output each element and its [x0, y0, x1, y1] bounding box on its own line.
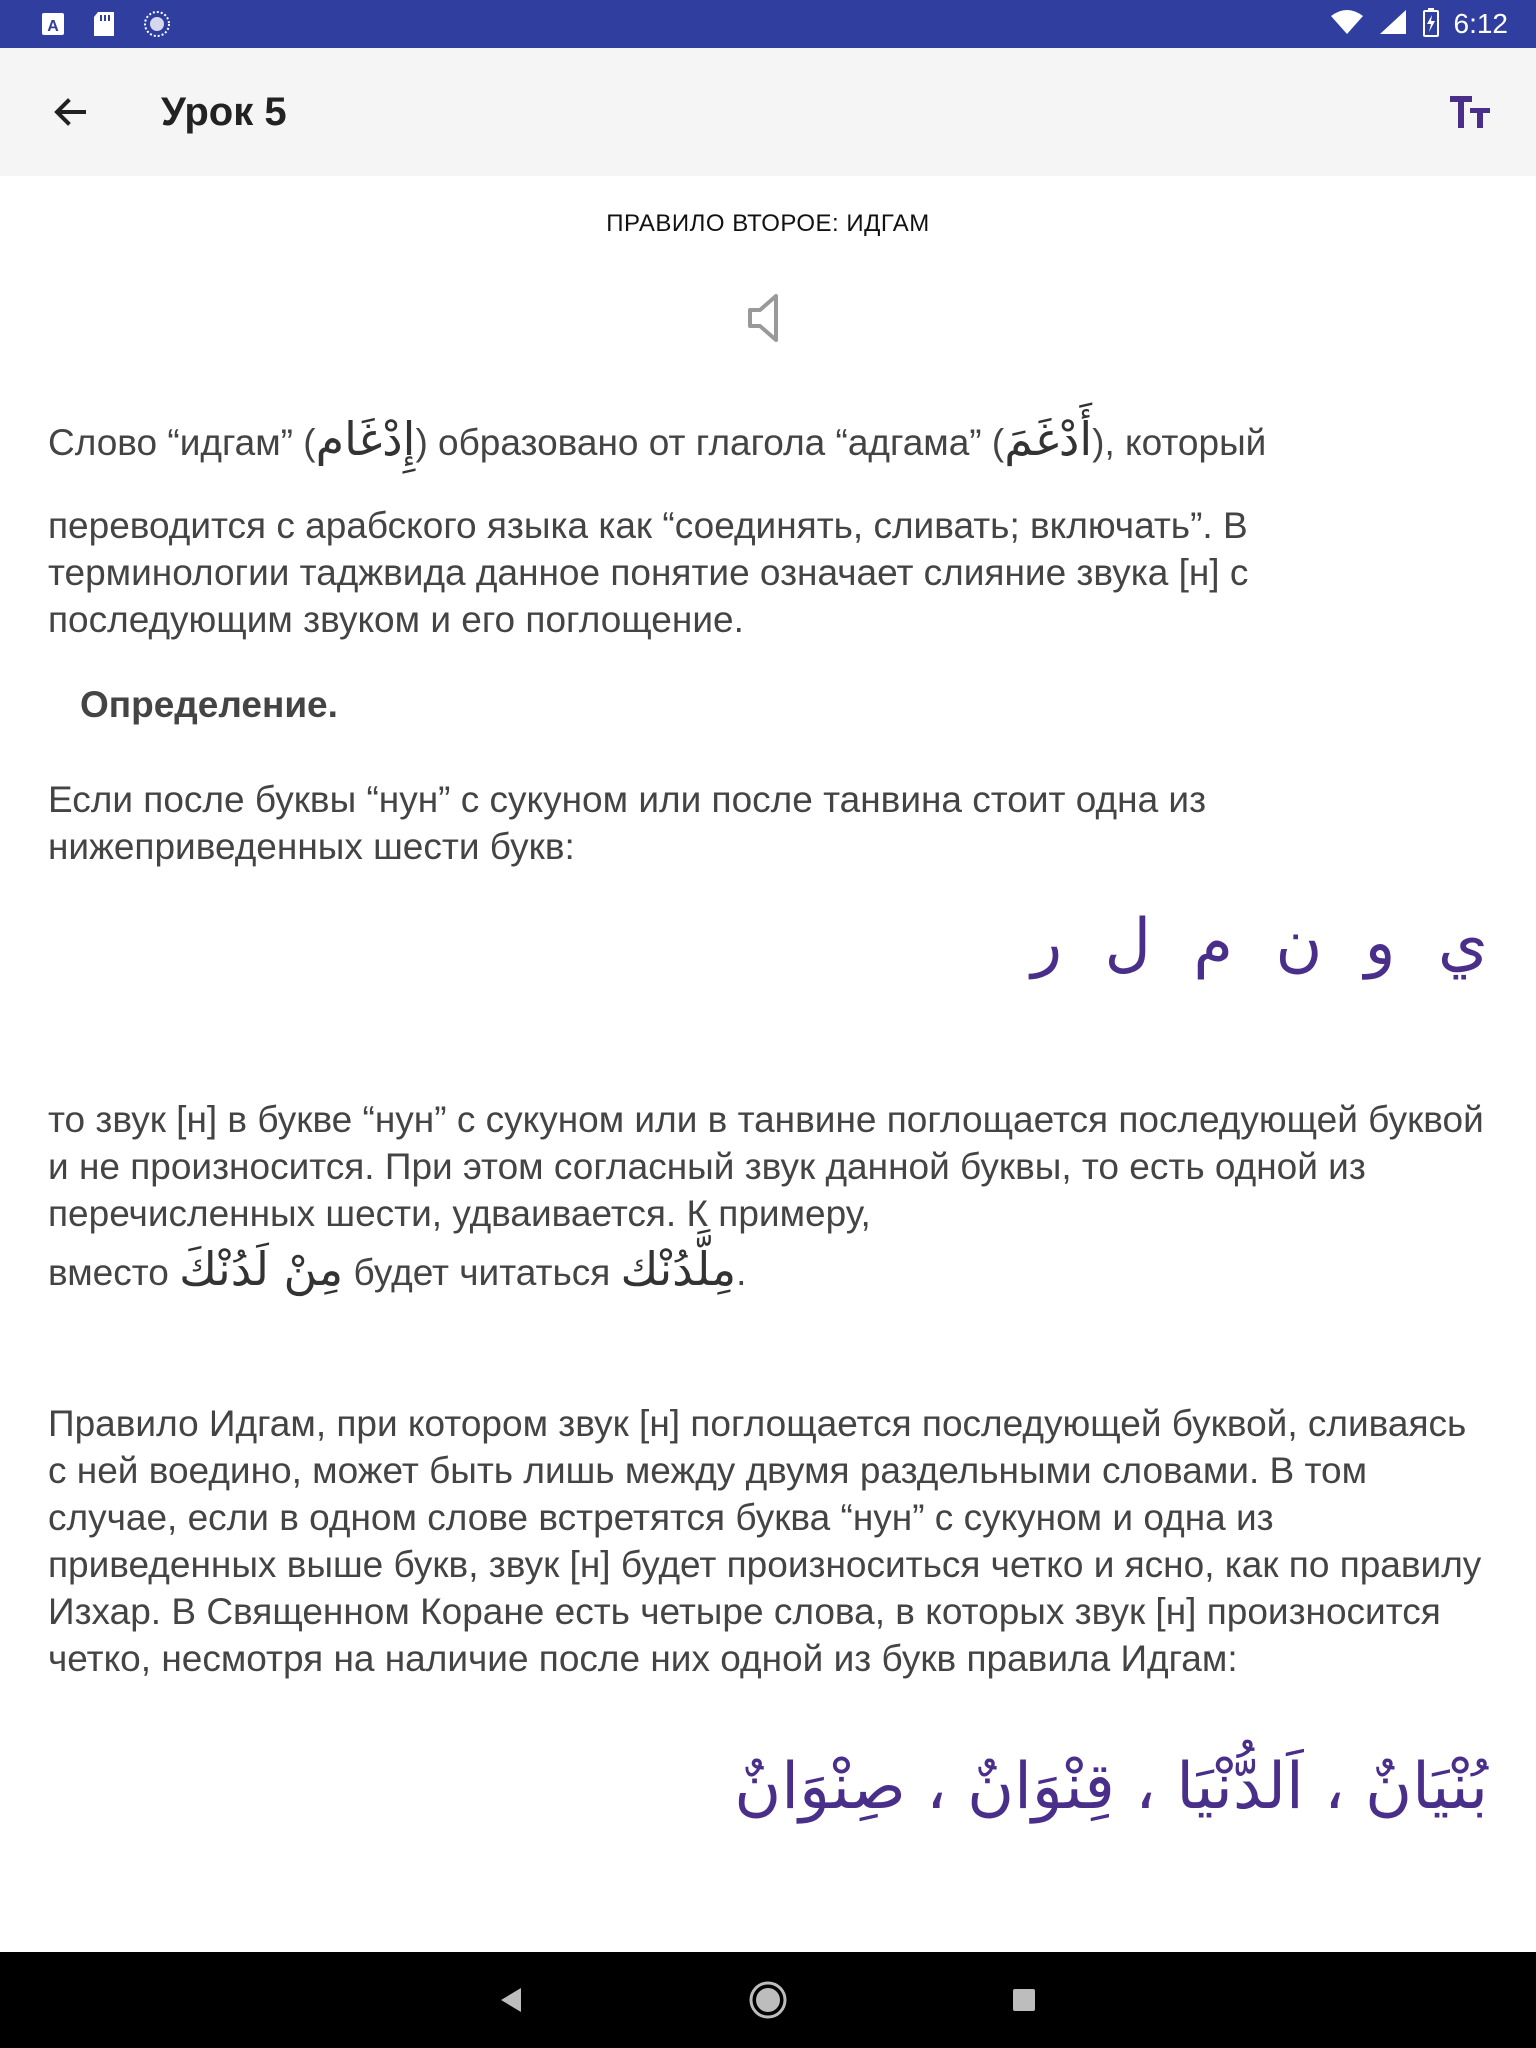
wifi-icon — [1330, 8, 1364, 41]
sync-icon — [142, 9, 172, 44]
app-bar — [0, 48, 1536, 176]
status-right-icons — [1330, 6, 1509, 42]
a-icon — [40, 11, 66, 42]
arabic-exception-words: بُنْيَانٌ ، اَلدُّنْيَا ، قِنْوَانٌ ، صِنْوَانٌ — [734, 1750, 1488, 1824]
paragraph-rule: то звук [н] в букве “нун” с сукуном или в танвине поглощается последующей буквой и не произносится. При этом согласный звук данной буквы, то есть одной из перечисленных шести, удваивается. К примеру, — [48, 1099, 1484, 1234]
nav-recents-icon — [1009, 1985, 1039, 2015]
arrow-back-icon — [50, 92, 90, 132]
audio-button[interactable] — [744, 288, 792, 348]
status-time: 6:12 — [1453, 8, 1508, 39]
example-text-1: вместо — [48, 1252, 180, 1293]
paragraph-definition: Если после буквы “нун” с сукуном или после танвина стоит одна из нижеприведенных шести букв: — [48, 779, 1207, 867]
rule-heading: ПРАВИЛО ВТОРОЕ: ИДГАМ — [606, 210, 930, 237]
intro-text-1: Слово “идгам” ( — [48, 422, 316, 463]
lesson-content[interactable] — [0, 176, 1536, 1952]
arabic-word-adghama: أَدْغَمَ — [1004, 412, 1093, 466]
toolbar-title: Урок 5 — [161, 90, 287, 134]
status-left-icons — [40, 9, 172, 44]
arabic-example-merged: مِلَّدُنْك — [620, 1242, 737, 1296]
example-text-3: . — [736, 1252, 747, 1293]
intro-text-2: ) образовано от глагола “адгама” ( — [415, 422, 1005, 463]
battery-icon — [1422, 7, 1440, 42]
paragraph-example — [48, 1242, 1488, 1296]
signal-icon — [1378, 8, 1408, 41]
nav-back-button[interactable] — [488, 1976, 536, 2024]
paragraph-intro — [48, 412, 1488, 466]
nav-back-icon — [497, 1985, 527, 2015]
paragraph-exceptions: Правило Идгам, при котором звук [н] поглощается последующей буквой, сливаясь с ней воедино, может быть лишь между двумя раздельными словами. В том случае, если в одном слове встретятся буква “нун” с сукуном и одна из приведенных выше букв, звук [н] будет произноситься четко и ясно, как по правилу Изхар. В Священном Коране есть четыре слова, в которых звук [н] произносится четко, несмотря на наличие после них одной из букв правила Идгам: — [48, 1403, 1482, 1679]
intro-text-3: ), который — [1092, 422, 1267, 463]
arabic-letters-row: ي و ن م ل ر — [1031, 906, 1488, 980]
back-button[interactable] — [44, 86, 96, 138]
text-size-icon — [1448, 92, 1492, 132]
speaker-icon — [744, 288, 792, 348]
arabic-example-original: مِنْ لَدُنْكَ — [179, 1242, 344, 1296]
svg-text:A: A — [47, 18, 59, 35]
nav-recents-button[interactable] — [1000, 1976, 1048, 2024]
nav-home-icon — [748, 1980, 788, 2020]
font-size-button[interactable] — [1446, 90, 1494, 134]
definition-heading: Определение. — [80, 684, 338, 725]
navigation-bar — [0, 1952, 1536, 2048]
arabic-word-idgham: إِدْغَام — [315, 412, 416, 466]
paragraph-intro-continued: переводится с арабского языка как “соединять, сливать; включать”. В терминологии таджвида данное понятие означает слияние звука [н] с последующим звуком и его поглощение. — [48, 505, 1249, 640]
sd-card-icon — [92, 10, 116, 43]
status-bar — [0, 0, 1536, 48]
nav-home-button[interactable] — [744, 1976, 792, 2024]
example-text-2: будет читаться — [343, 1252, 621, 1293]
